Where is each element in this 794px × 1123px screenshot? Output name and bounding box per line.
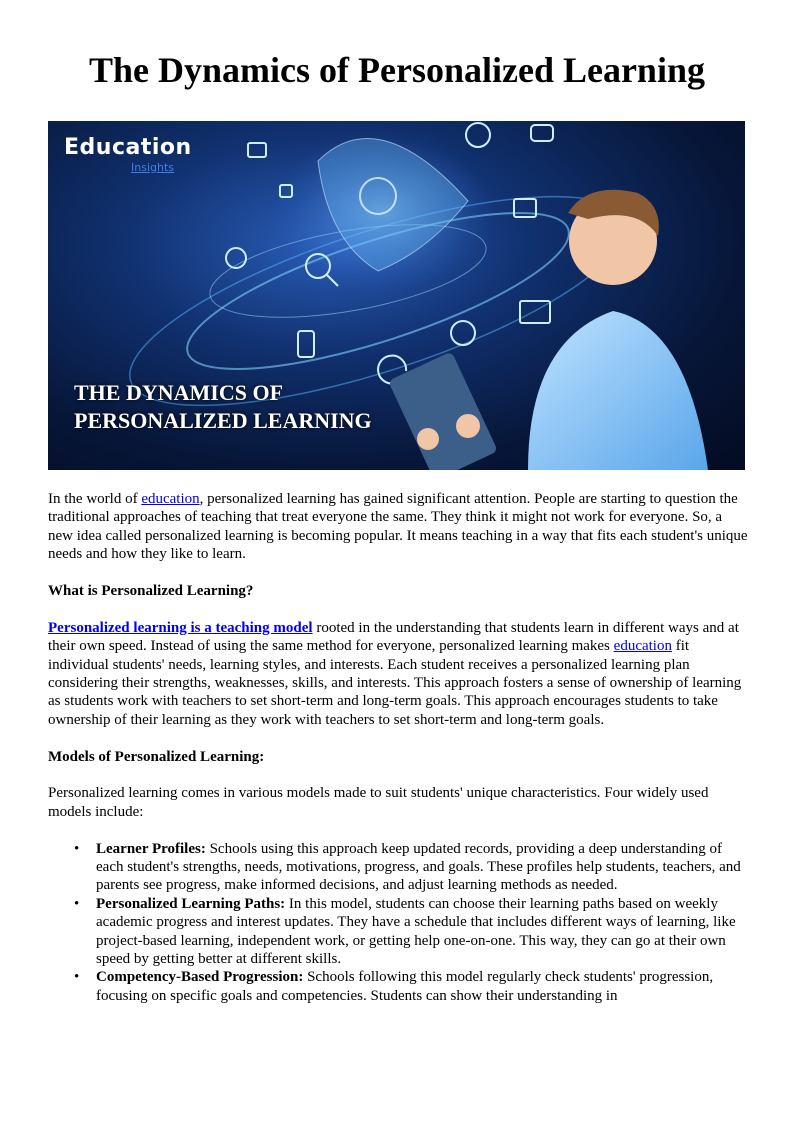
list-item-term: Personalized Learning Paths: [96,895,286,912]
models-list [48,840,748,1006]
list-item-text: Schools following this model regularly check students' progression, focusing on specific goals and competencies. Students can show their understanding in [96,969,714,1004]
hero-title [74,379,372,435]
list-item-term: Competency-Based Progression: [96,969,304,986]
education-insights-logo: Education [64,135,192,160]
hero-title-line-2: PERSONALIZED LEARNING [74,408,372,433]
education-link-2[interactable]: education [613,638,672,655]
list-item-term: Learner Profiles: [96,840,206,857]
intro-paragraph [48,490,748,564]
article-body [48,490,748,1005]
definition-text-2: fit individual students' needs, learning styles, and interests. Each student receives a personalized learning plan considering their strengths, weaknesses, skills, and interests. This approach fosters a sense of ownership of learning as students work with teachers to set short-term and long-term goals. This approach encourages students to take ownership of their learning as they work with teachers to set short-term and long-term goals. [48,638,742,728]
education-link[interactable]: education [141,491,200,507]
intro-text-end: , personalized learning has gained significant attention. People are starting to question the traditional approaches of teaching that treat everyone the same. They think it might not work for everyone. So, a new idea called personalized learning is becoming popular. It means teaching in a way that fits each student's unique needs and how they like to learn. [48,491,748,563]
page-title: The Dynamics of Personalized Learning [89,50,705,90]
hero-image [48,121,745,470]
models-intro-paragraph: Personalized learning comes in various models made to suit students' unique characteristics. Four widely used models include: [48,785,709,820]
definition-text-1: rooted in the understanding that students learn in different ways and at their own speed. Instead of using the same method for everyone, personalized learning makes [48,619,739,655]
list-item-text: In this model, students can choose their learning paths based on weekly academic progress and interest updates. They have a schedule that includes different ways of learning, like project-based learning, independent work, or getting help one-on-one. This way, they can go at their own speed by getting better at different skills. [96,895,736,968]
section-heading-models: Models of Personalized Learning: [48,748,265,765]
list-item [96,968,748,1005]
logo-subtitle: Insights [131,161,175,174]
teaching-model-link[interactable]: Personalized learning is a teaching model [48,619,313,636]
list-item [96,840,748,895]
intro-text-start: In the world of [48,491,142,507]
hero-title-line-1: THE DYNAMICS OF [74,380,284,405]
list-item [96,895,748,969]
list-item-text: Schools using this approach keep updated records, providing a deep understanding of each student's strengths, needs, motivations, progress, and goals. These profiles help students, teachers, and parents see progress, make informed decisions, and adjust learning methods as needed. [96,840,741,894]
section-heading-what-is: What is Personalized Learning? [48,583,254,600]
definition-paragraph [48,619,748,729]
